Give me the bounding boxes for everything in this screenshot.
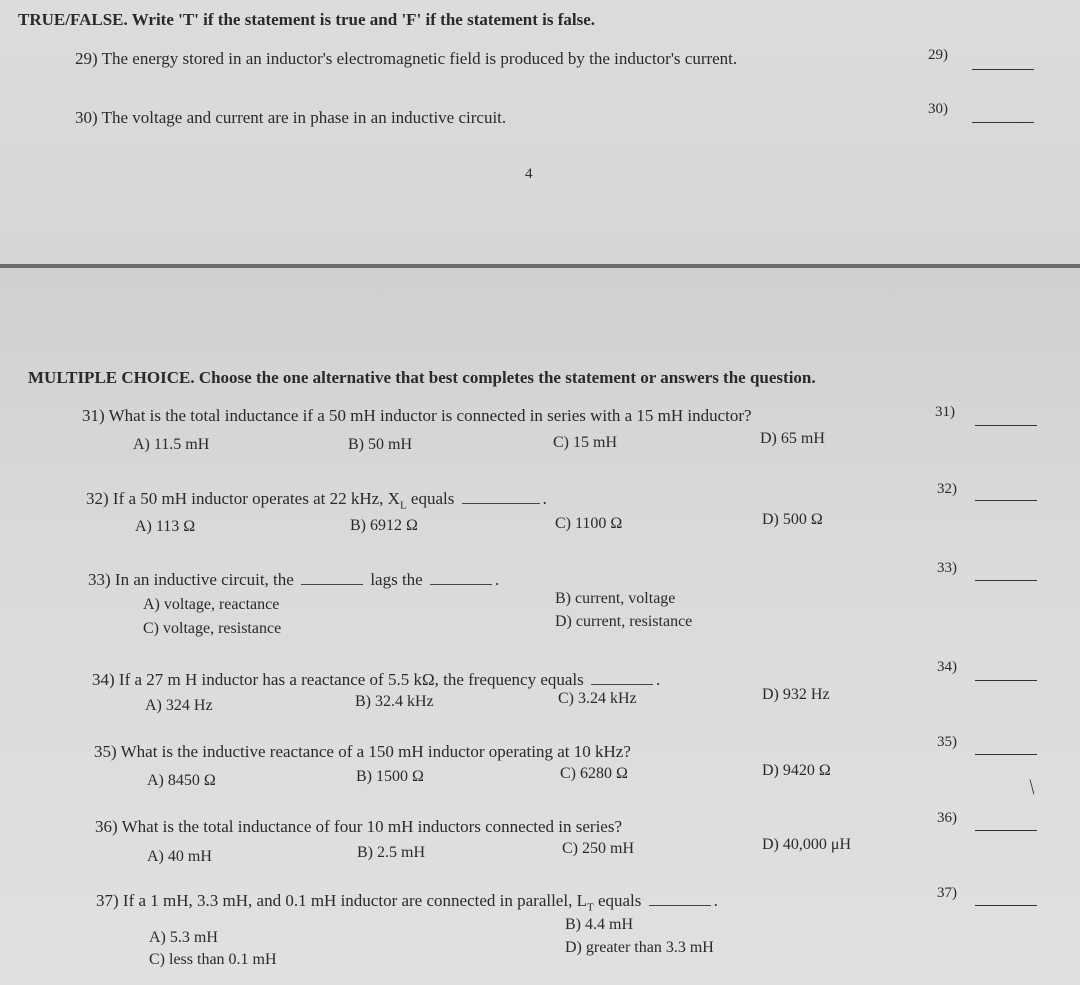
option-35-a: A) 8450 Ω [147,772,216,789]
answer-number-36: 36) [937,810,957,826]
option-31-b: B) 50 mH [348,436,412,453]
option-33-d: D) current, resistance [555,613,693,630]
option-36-c: C) 250 mH [562,840,634,857]
answer-blank-36[interactable] [975,830,1037,831]
mc-instruction: Choose the one alternative that best completes the statement or answers the question. [198,368,816,387]
page-number: 4 [525,166,533,182]
option-32-d: D) 500 Ω [762,511,823,528]
question-37-pre: 37) If a 1 mH, 3.3 mH, and 0.1 mH inductor are connected in parallel, L [96,891,587,910]
question-37-post: equals [593,891,642,910]
option-37-c: C) less than 0.1 mH [149,951,277,968]
option-36-d: D) 40,000 μH [762,836,852,853]
question-33-blank-2 [430,583,492,585]
option-37-b: B) 4.4 mH [565,916,633,933]
option-31-d: D) 65 mH [760,430,825,447]
question-32-post: equals [406,489,455,508]
option-31-c: C) 15 mH [553,434,617,451]
question-33-mid: lags the [370,570,423,589]
option-32-b: B) 6912 Ω [350,517,418,534]
question-31: 31) What is the total inductance if a 50 mH inductor is connected in series with a 15 mH inductor? [82,406,752,425]
option-33-a: A) voltage, reactance [143,596,280,613]
mc-heading: MULTIPLE CHOICE. [28,368,195,387]
tf-section-title [18,10,595,30]
option-36-a: A) 40 mH [147,848,212,865]
question-29: 29) The energy stored in an inductor's electromagnetic field is produced by the inductor's current. [75,49,738,68]
tf-instruction: Write 'T' if the statement is true and 'F' if the statement is false. [131,10,596,29]
question-33-end: . [494,570,500,589]
answer-blank-32[interactable] [975,500,1037,501]
answer-number-31: 31) [935,404,955,420]
answer-number-30: 30) [928,101,948,117]
option-31-a: A) 11.5 mH [133,436,210,453]
answer-number-34: 34) [937,659,957,675]
option-33-c: C) voltage, resistance [143,620,282,637]
option-34-a: A) 324 Hz [145,697,213,714]
option-34-d: D) 932 Hz [762,686,830,703]
option-37-d: D) greater than 3.3 mH [565,939,714,956]
option-36-b: B) 2.5 mH [357,844,425,861]
answer-blank-30[interactable] [972,122,1034,123]
question-32-blank [462,502,540,504]
option-37-a: A) 5.3 mH [149,929,218,946]
option-32-a: A) 113 Ω [135,518,196,535]
question-34-end: . [656,670,661,689]
answer-blank-34[interactable] [975,680,1037,681]
option-34-c: C) 3.24 kHz [558,690,637,707]
option-33-b: B) current, voltage [555,590,676,607]
option-34-b: B) 32.4 kHz [355,693,434,710]
answer-number-33: 33) [937,560,957,576]
option-32-c: C) 1100 Ω [555,515,623,532]
question-32-pre: 32) If a 50 mH inductor operates at 22 kHz, X [86,489,400,508]
pen-mark: | [1027,775,1036,796]
answer-number-37: 37) [937,885,957,901]
question-32-end: . [542,489,547,508]
tf-heading: TRUE/FALSE. [18,10,128,29]
answer-number-32: 32) [937,481,957,497]
option-35-b: B) 1500 Ω [356,768,424,785]
question-36: 36) What is the total inductance of four 10 mH inductors connected in series? [95,817,622,836]
answer-blank-33[interactable] [975,580,1037,581]
question-34-blank [591,683,653,685]
answer-blank-31[interactable] [975,425,1037,426]
answer-number-35: 35) [937,734,957,750]
question-35: 35) What is the inductive reactance of a 150 mH inductor operating at 10 kHz? [94,742,631,761]
answer-blank-29[interactable] [972,69,1034,70]
answer-number-29: 29) [928,47,948,63]
question-37-sub: T [586,901,594,914]
question-34 [92,670,660,690]
question-32-sub: L [399,499,407,512]
answer-blank-37[interactable] [975,905,1037,906]
question-32 [86,489,547,511]
question-33-blank-1 [301,583,363,585]
question-33 [88,570,499,590]
question-33-pre: 33) In an inductive circuit, the [88,570,294,589]
option-35-c: C) 6280 Ω [560,765,628,782]
answer-blank-35[interactable] [975,754,1037,755]
question-30: 30) The voltage and current are in phase in an inductive circuit. [75,108,507,127]
upper-page [0,0,1080,268]
question-37 [96,891,718,913]
question-37-blank [649,904,711,906]
question-34-pre: 34) If a 27 m H inductor has a reactance of 5.5 kΩ, the frequency equals [92,670,584,689]
question-37-end: . [713,891,718,910]
mc-section-title [28,368,816,388]
option-35-d: D) 9420 Ω [762,762,831,779]
